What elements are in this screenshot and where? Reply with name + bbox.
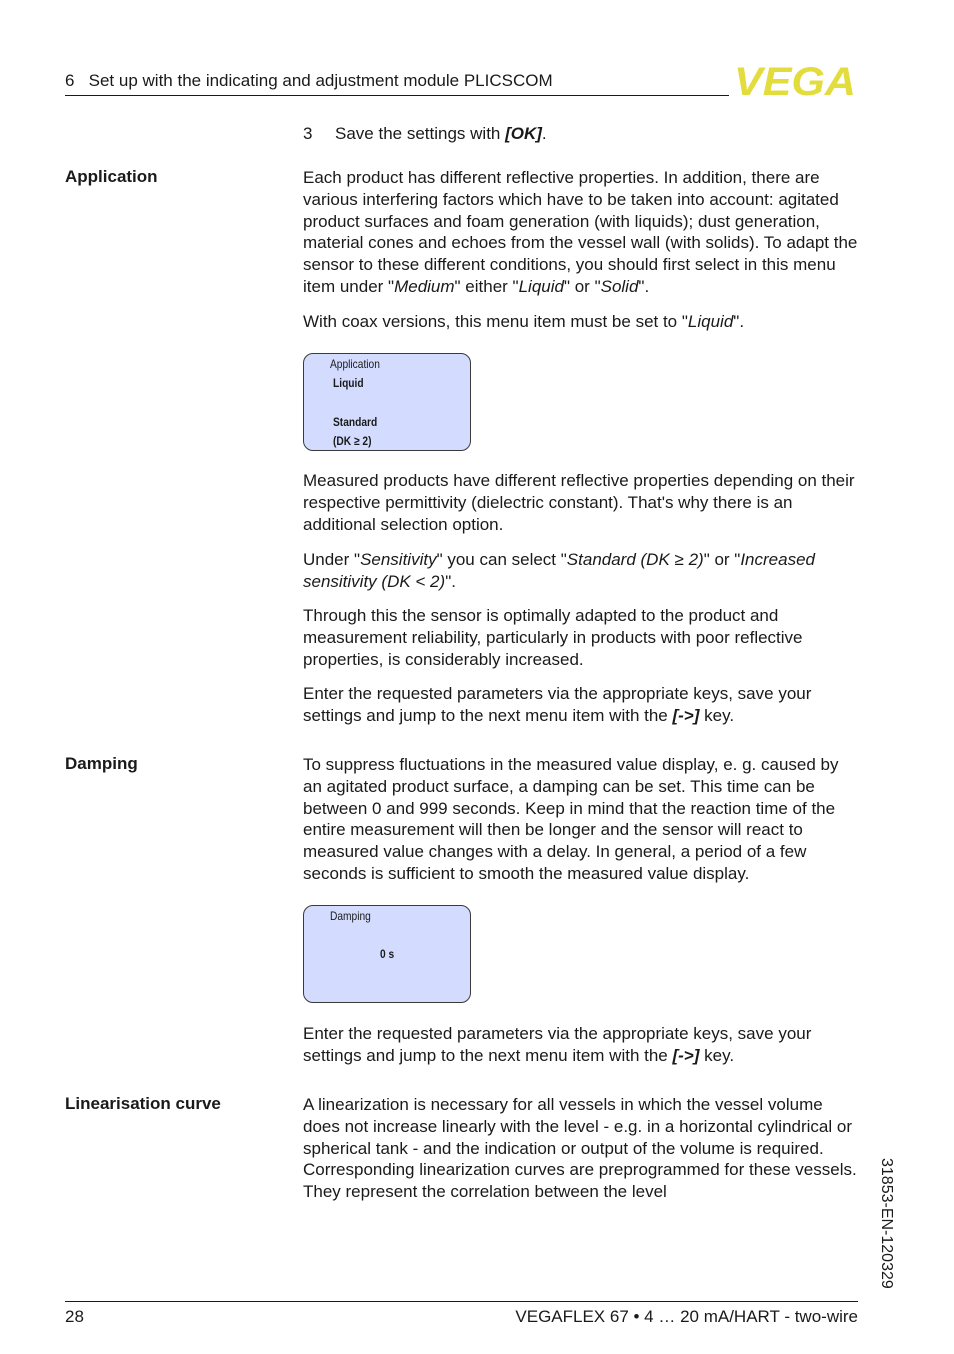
footer-product: VEGAFLEX 67 • 4 … 20 mA/HART - two-wire — [515, 1307, 858, 1326]
application-paragraph-5: Through this the sensor is optimally adapted to the product and measurement reliability, particularly in products with poor reflective properties, is considerably increased. — [303, 606, 803, 669]
application-paragraph-2: With coax versions, this menu item must be set to "Liquid". — [303, 312, 745, 331]
display-value: Liquid — [333, 376, 364, 390]
chapter-number: 6 — [65, 71, 75, 90]
step-text: Save the settings with — [335, 124, 506, 143]
application-heading: Application — [65, 167, 158, 186]
application-paragraph-3: Measured products have different reflective properties depending on their respective permittivity (dielectric constant). That's why there is an additional selection option. — [303, 471, 855, 534]
header-rule — [65, 95, 729, 96]
chapter-title: Set up with the indicating and adjustment module PLICSCOM — [88, 71, 553, 90]
display-option-sub: (DK ≥ 2) — [333, 434, 372, 448]
damping-paragraph-2: Enter the requested parameters via the appropriate keys, save your settings and jump to the next menu item with the [->] key. — [303, 1024, 812, 1065]
step-save-settings: 3 Save the settings with [OK]. — [303, 124, 547, 143]
svg-text:VEGA: VEGA — [734, 63, 856, 99]
linearisation-heading: Linearisation curve — [65, 1094, 221, 1113]
display-title: Damping — [330, 909, 371, 923]
page-number: 28 — [65, 1307, 84, 1326]
display-option: Standard — [333, 415, 378, 429]
application-display — [303, 353, 471, 451]
application-paragraph-6: Enter the requested parameters via the appropriate keys, save your settings and jump to the next menu item with the [->] key. — [303, 684, 812, 725]
display-value: 0 s — [380, 947, 395, 961]
running-header — [65, 71, 553, 91]
application-paragraph-1: Each product has different reflective properties. In addition, there are various interfering factors which have to be taken into account: agitated product surfaces and foam generation (with liquids); dust generation, material cones and echoes from the vessel wall (with solids). To adapt the sensor to these different conditions, you should first select in this menu item under "Medium" either "Liquid" or "Solid". — [303, 168, 858, 296]
display-title: Application — [330, 357, 380, 371]
application-paragraph-4: Under "Sensitivity" you can select "Standard (DK ≥ 2)" or "Increased sensitivity (DK < 2)". — [303, 550, 815, 591]
vega-logo — [734, 63, 858, 99]
footer-rule — [65, 1301, 858, 1302]
damping-display — [303, 905, 471, 1003]
damping-heading: Damping — [65, 754, 138, 773]
damping-paragraph-1: To suppress fluctuations in the measured value display, e. g. caused by an agitated product surface, a damping can be set. This time can be between 0 and 999 seconds. Keep in mind that the reaction time of the entire measurement will then be longer and the sensor will react to measured value changes with a delay. In general, a period of a few seconds is sufficient to smooth the measured value display. — [303, 755, 839, 883]
linearisation-paragraph-1: A linearization is necessary for all vessels in which the vessel volume does not increase linearly with the level - e.g. in a horizontal cylindrical or spherical tank - and the indication or output of the volume is required. Corresponding linearization curves are preprogrammed for these vessels. They represent the correlation between the level — [303, 1095, 857, 1202]
ok-key: [OK] — [505, 124, 542, 143]
document-code: 31853-EN-120329 — [878, 1158, 895, 1289]
step-number: 3 — [303, 124, 313, 143]
